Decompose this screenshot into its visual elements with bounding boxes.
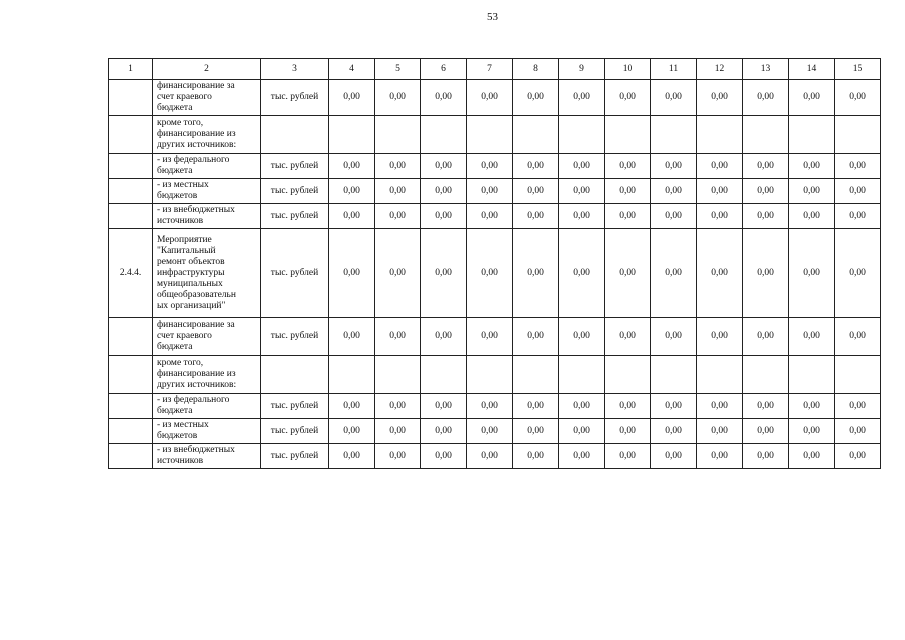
value-cell: 0,00 [559, 204, 605, 229]
value-cell: 0,00 [421, 229, 467, 318]
row-description [153, 179, 261, 204]
value-cell: 0,00 [329, 179, 375, 204]
value-cell [329, 116, 375, 154]
table-body [109, 80, 881, 469]
value-cell: 0,00 [605, 154, 651, 179]
value-cell: 0,00 [651, 154, 697, 179]
row-code [109, 356, 153, 394]
description-line: финансирование из [157, 369, 236, 379]
value-cell: 0,00 [651, 179, 697, 204]
value-cell: 0,00 [329, 80, 375, 116]
value-cell: 0,00 [559, 419, 605, 444]
value-cell: 0,00 [651, 204, 697, 229]
value-cell: 0,00 [375, 229, 421, 318]
column-header-2: 2 [153, 59, 261, 80]
value-cell: 0,00 [697, 318, 743, 356]
column-header-5: 5 [375, 59, 421, 80]
value-cell: 0,00 [789, 318, 835, 356]
value-cell [421, 116, 467, 154]
column-header-13: 13 [743, 59, 789, 80]
row-code [109, 154, 153, 179]
value-cell: 0,00 [375, 154, 421, 179]
value-cell: 0,00 [467, 229, 513, 318]
value-cell: 0,00 [513, 179, 559, 204]
row-description [153, 116, 261, 154]
column-header-6: 6 [421, 59, 467, 80]
row-description [153, 444, 261, 469]
value-cell [789, 116, 835, 154]
value-cell: 0,00 [651, 444, 697, 469]
value-cell: 0,00 [605, 318, 651, 356]
value-cell [743, 356, 789, 394]
table-row [109, 80, 881, 116]
value-cell: 0,00 [743, 318, 789, 356]
value-cell: 0,00 [513, 80, 559, 116]
value-cell: 0,00 [789, 179, 835, 204]
value-cell [651, 356, 697, 394]
value-cell: 0,00 [651, 229, 697, 318]
description-line: счет краевого [157, 92, 212, 102]
description-line: - из внебюджетных [157, 205, 235, 215]
description-line: бюджетов [157, 191, 198, 201]
column-header-15: 15 [835, 59, 881, 80]
table-row [109, 394, 881, 419]
value-cell: 0,00 [743, 444, 789, 469]
column-header-4: 4 [329, 59, 375, 80]
row-unit: тыс. рублей [261, 204, 329, 229]
description-line: бюджета [157, 342, 193, 352]
value-cell: 0,00 [789, 419, 835, 444]
value-cell: 0,00 [513, 318, 559, 356]
table-row [109, 179, 881, 204]
description-line: Мероприятие [157, 234, 212, 245]
column-header-12: 12 [697, 59, 743, 80]
value-cell: 0,00 [467, 179, 513, 204]
row-description [153, 394, 261, 419]
value-cell: 0,00 [513, 204, 559, 229]
value-cell [697, 116, 743, 154]
row-code [109, 318, 153, 356]
value-cell [743, 116, 789, 154]
row-code [109, 80, 153, 116]
row-unit: тыс. рублей [261, 444, 329, 469]
value-cell: 0,00 [651, 80, 697, 116]
value-cell: 0,00 [835, 80, 881, 116]
value-cell: 0,00 [421, 444, 467, 469]
value-cell: 0,00 [467, 154, 513, 179]
row-unit [261, 356, 329, 394]
value-cell: 0,00 [697, 419, 743, 444]
description-line: кроме того, [157, 118, 204, 128]
value-cell: 0,00 [605, 204, 651, 229]
value-cell: 0,00 [743, 229, 789, 318]
table-row [109, 318, 881, 356]
value-cell: 0,00 [513, 394, 559, 419]
value-cell: 0,00 [375, 394, 421, 419]
value-cell: 0,00 [559, 179, 605, 204]
table-row [109, 444, 881, 469]
value-cell: 0,00 [789, 444, 835, 469]
column-header-9: 9 [559, 59, 605, 80]
value-cell: 0,00 [421, 394, 467, 419]
value-cell: 0,00 [559, 80, 605, 116]
budget-table [108, 58, 881, 469]
value-cell: 0,00 [421, 80, 467, 116]
value-cell: 0,00 [697, 229, 743, 318]
value-cell: 0,00 [559, 229, 605, 318]
value-cell: 0,00 [605, 419, 651, 444]
header-row [109, 59, 881, 80]
value-cell: 0,00 [697, 154, 743, 179]
table-row [109, 204, 881, 229]
description-line: других источников: [157, 380, 237, 390]
value-cell: 0,00 [789, 80, 835, 116]
value-cell: 0,00 [421, 179, 467, 204]
value-cell: 0,00 [743, 179, 789, 204]
description-line: - из федерального [157, 395, 230, 405]
value-cell [467, 356, 513, 394]
value-cell [651, 116, 697, 154]
value-cell: 0,00 [697, 179, 743, 204]
description-line: - из местных [157, 420, 209, 430]
value-cell: 0,00 [329, 229, 375, 318]
value-cell: 0,00 [651, 419, 697, 444]
value-cell: 0,00 [375, 318, 421, 356]
value-cell: 0,00 [513, 154, 559, 179]
row-unit [261, 116, 329, 154]
value-cell: 0,00 [651, 318, 697, 356]
value-cell: 0,00 [329, 204, 375, 229]
value-cell: 0,00 [329, 419, 375, 444]
column-header-11: 11 [651, 59, 697, 80]
table-row [109, 356, 881, 394]
value-cell: 0,00 [467, 80, 513, 116]
table-row [109, 154, 881, 179]
row-description [153, 318, 261, 356]
value-cell [375, 356, 421, 394]
value-cell [789, 356, 835, 394]
value-cell: 0,00 [375, 419, 421, 444]
value-cell: 0,00 [375, 204, 421, 229]
value-cell: 0,00 [559, 394, 605, 419]
value-cell: 0,00 [559, 318, 605, 356]
value-cell [835, 116, 881, 154]
description-line: - из внебюджетных [157, 445, 235, 455]
value-cell: 0,00 [421, 154, 467, 179]
value-cell: 0,00 [375, 80, 421, 116]
column-header-10: 10 [605, 59, 651, 80]
row-description [153, 154, 261, 179]
description-line: - из местных [157, 180, 209, 190]
description-line: источников [157, 456, 204, 466]
value-cell: 0,00 [605, 394, 651, 419]
value-cell: 0,00 [513, 419, 559, 444]
description-line: кроме того, [157, 358, 204, 368]
description-line: финансирование за [157, 320, 235, 330]
value-cell: 0,00 [697, 80, 743, 116]
value-cell: 0,00 [513, 229, 559, 318]
value-cell: 0,00 [835, 318, 881, 356]
value-cell: 0,00 [743, 204, 789, 229]
description-line: финансирование за [157, 81, 235, 91]
row-unit: тыс. рублей [261, 80, 329, 116]
value-cell [329, 356, 375, 394]
row-unit: тыс. рублей [261, 154, 329, 179]
row-description [153, 204, 261, 229]
description-line: ремонт объектов [157, 256, 225, 267]
row-description [153, 229, 261, 318]
value-cell [605, 356, 651, 394]
value-cell: 0,00 [559, 444, 605, 469]
page-number: 53 [487, 11, 498, 23]
description-line: финансирование из [157, 129, 236, 139]
value-cell: 0,00 [375, 444, 421, 469]
value-cell [467, 116, 513, 154]
description-line: других источников: [157, 140, 237, 150]
value-cell: 0,00 [835, 444, 881, 469]
value-cell [421, 356, 467, 394]
value-cell: 0,00 [789, 229, 835, 318]
value-cell: 0,00 [421, 204, 467, 229]
description-line: счет краевого [157, 331, 212, 341]
value-cell [835, 356, 881, 394]
row-description [153, 80, 261, 116]
row-code [109, 179, 153, 204]
row-code: 2.4.4. [109, 229, 153, 318]
value-cell: 0,00 [375, 179, 421, 204]
value-cell: 0,00 [605, 179, 651, 204]
value-cell: 0,00 [421, 419, 467, 444]
value-cell: 0,00 [605, 229, 651, 318]
value-cell: 0,00 [789, 394, 835, 419]
description-line: источников [157, 216, 204, 226]
description-line: общеобразовательн [157, 289, 236, 300]
table-header [109, 59, 881, 80]
value-cell: 0,00 [743, 154, 789, 179]
value-cell: 0,00 [559, 154, 605, 179]
value-cell: 0,00 [789, 204, 835, 229]
value-cell: 0,00 [697, 394, 743, 419]
row-code [109, 419, 153, 444]
description-line: бюджета [157, 406, 193, 416]
value-cell: 0,00 [651, 394, 697, 419]
row-unit: тыс. рублей [261, 229, 329, 318]
column-header-14: 14 [789, 59, 835, 80]
value-cell: 0,00 [835, 229, 881, 318]
value-cell [513, 116, 559, 154]
row-code [109, 204, 153, 229]
description-line: ых организаций" [157, 300, 226, 311]
value-cell: 0,00 [421, 318, 467, 356]
description-line: "Капитальный [157, 245, 216, 256]
column-header-8: 8 [513, 59, 559, 80]
value-cell [559, 356, 605, 394]
value-cell: 0,00 [743, 394, 789, 419]
row-code [109, 444, 153, 469]
value-cell: 0,00 [467, 318, 513, 356]
description-line: - из федерального [157, 155, 230, 165]
row-unit: тыс. рублей [261, 318, 329, 356]
value-cell: 0,00 [329, 318, 375, 356]
value-cell: 0,00 [467, 419, 513, 444]
value-cell [559, 116, 605, 154]
value-cell: 0,00 [789, 154, 835, 179]
row-unit: тыс. рублей [261, 179, 329, 204]
value-cell: 0,00 [835, 394, 881, 419]
row-code [109, 116, 153, 154]
value-cell: 0,00 [329, 394, 375, 419]
description-line: инфраструктуры [157, 267, 225, 278]
row-unit: тыс. рублей [261, 394, 329, 419]
value-cell: 0,00 [743, 80, 789, 116]
value-cell [605, 116, 651, 154]
value-cell: 0,00 [835, 419, 881, 444]
value-cell: 0,00 [513, 444, 559, 469]
row-unit: тыс. рублей [261, 419, 329, 444]
value-cell: 0,00 [835, 179, 881, 204]
value-cell: 0,00 [467, 394, 513, 419]
table-row [109, 229, 881, 318]
row-description [153, 419, 261, 444]
row-code [109, 394, 153, 419]
description-line: бюджетов [157, 431, 198, 441]
table-row [109, 419, 881, 444]
value-cell [513, 356, 559, 394]
column-header-7: 7 [467, 59, 513, 80]
value-cell: 0,00 [329, 154, 375, 179]
value-cell: 0,00 [467, 444, 513, 469]
value-cell: 0,00 [467, 204, 513, 229]
column-header-1: 1 [109, 59, 153, 80]
description-line: бюджета [157, 103, 193, 113]
value-cell: 0,00 [835, 204, 881, 229]
value-cell: 0,00 [835, 154, 881, 179]
value-cell [697, 356, 743, 394]
value-cell: 0,00 [329, 444, 375, 469]
value-cell: 0,00 [697, 204, 743, 229]
value-cell: 0,00 [743, 419, 789, 444]
description-line: муниципальных [157, 278, 223, 289]
description-line: бюджета [157, 166, 193, 176]
column-header-3: 3 [261, 59, 329, 80]
value-cell: 0,00 [605, 80, 651, 116]
value-cell [375, 116, 421, 154]
value-cell: 0,00 [697, 444, 743, 469]
table-row [109, 116, 881, 154]
value-cell: 0,00 [605, 444, 651, 469]
row-description [153, 356, 261, 394]
